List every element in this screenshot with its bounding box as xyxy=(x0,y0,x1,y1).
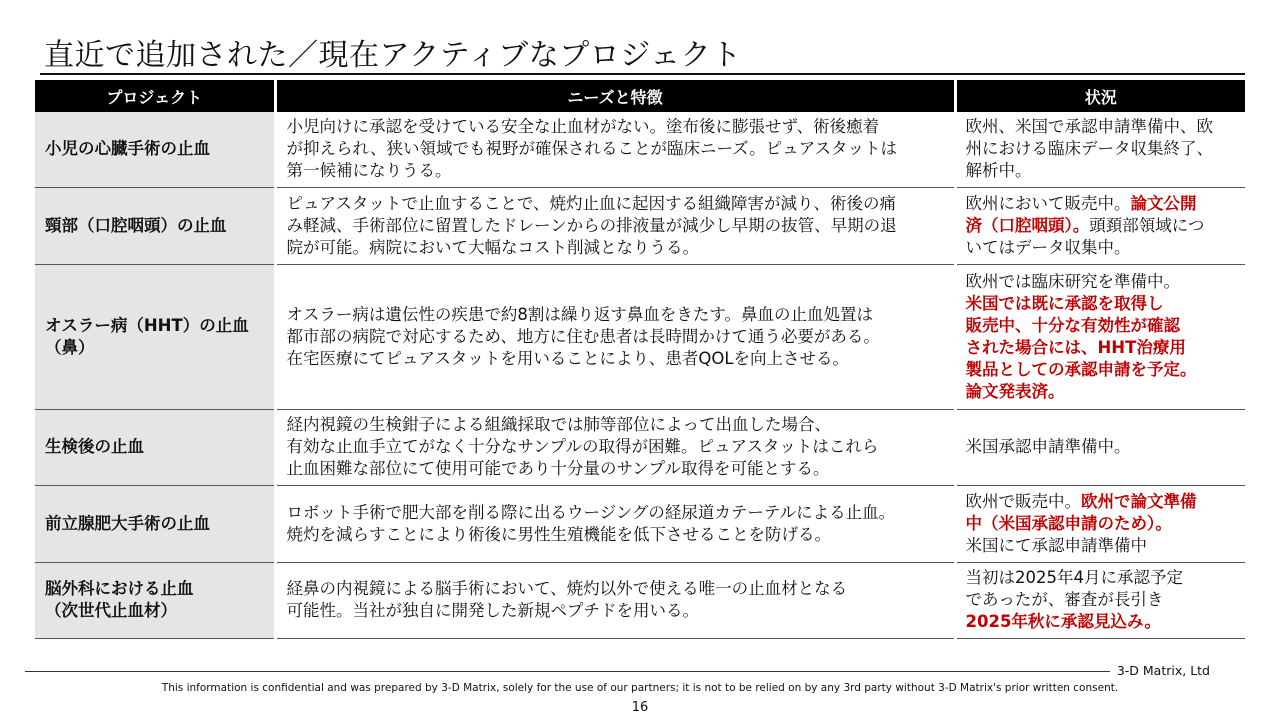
status-cell xyxy=(955,187,1245,264)
project-name-line: オスラー病（HHT）の止血 xyxy=(45,315,249,335)
status-line xyxy=(966,315,1238,337)
status-line xyxy=(966,193,1238,215)
table-row xyxy=(35,264,1245,409)
status-line xyxy=(966,160,1238,182)
table-row xyxy=(35,485,1245,562)
needs-line: 院が可能。病院において大幅なコスト削減となりうる。 xyxy=(286,237,699,257)
status-line xyxy=(966,271,1238,293)
page-number: 16 xyxy=(631,700,649,715)
title-underline xyxy=(40,73,1245,75)
status-line xyxy=(966,535,1238,557)
needs-line: 焼灼を減らすことにより術後に男性生殖機能を低下させることを防げる。 xyxy=(286,524,831,544)
status-highlight-text: 販売中、十分な有効性が確認 xyxy=(965,315,1180,335)
project-name-cell xyxy=(35,112,275,187)
table-row xyxy=(35,409,1245,485)
needs-cell xyxy=(275,264,955,409)
status-highlight-text: 2025年秋に承認見込み。 xyxy=(965,612,1161,631)
status-text: 頭頚部領域につ xyxy=(1089,215,1205,235)
project-name-cell xyxy=(35,409,275,485)
status-line xyxy=(966,381,1238,403)
status-text: 欧州において販売中。 xyxy=(965,193,1131,213)
needs-line: 在宅医療にてピュアスタットを用いることにより、患者QOLを向上させる。 xyxy=(286,348,850,368)
project-name-cell xyxy=(35,562,275,638)
status-highlight-text: 論文発表済。 xyxy=(965,381,1065,401)
needs-cell xyxy=(275,187,955,264)
footer-rule xyxy=(25,671,1110,672)
status-line xyxy=(966,138,1238,160)
status-cell xyxy=(955,562,1245,638)
project-name-cell xyxy=(35,264,275,409)
status-text: 州における臨床データ収集終了、 xyxy=(965,139,1213,159)
project-name-line: （次世代止血材） xyxy=(45,601,177,620)
status-text: 欧州で販売中。 xyxy=(965,491,1081,511)
status-highlight-text: 論文公開 xyxy=(1130,193,1197,213)
page-title: 直近で追加された／現在アクティブなプロジェクト xyxy=(44,38,742,73)
status-text: いてはデータ収集中。 xyxy=(965,237,1131,257)
project-name-line: 頸部（口腔咽頭）の止血 xyxy=(45,215,227,235)
project-name-cell xyxy=(35,187,275,264)
status-text: 解析中。 xyxy=(965,161,1032,181)
needs-line: 都市部の病院で対応するため、地方に住む患者は長時間かけて通う必要がある。 xyxy=(286,326,880,346)
status-line xyxy=(966,359,1238,381)
status-highlight-text: 製品としての承認申請を予定。 xyxy=(965,359,1197,379)
project-name-line: 生検後の止血 xyxy=(45,437,144,456)
needs-cell xyxy=(275,485,955,562)
needs-cell xyxy=(275,409,955,485)
status-text: であったが、審査が長引き xyxy=(965,590,1164,609)
status-line xyxy=(966,611,1238,633)
status-highlight-text: された場合には、HHT治療用 xyxy=(965,337,1186,357)
needs-cell xyxy=(275,562,955,638)
status-line xyxy=(966,337,1238,359)
header-project: プロジェクト xyxy=(35,80,275,112)
project-name-cell xyxy=(35,485,275,562)
table-header-row xyxy=(35,80,1245,112)
status-cell xyxy=(955,112,1245,187)
needs-line: 経鼻の内視鏡による脳手術において、焼灼以外で使える唯一の止血材となる xyxy=(286,579,848,598)
project-name-line: （鼻） xyxy=(45,337,95,357)
status-line xyxy=(966,215,1238,237)
company-name: 3-D Matrix, Ltd xyxy=(1116,663,1210,678)
projects-table xyxy=(35,80,1245,639)
table-row xyxy=(35,112,1245,187)
needs-line: ピュアスタットで止血することで、焼灼止血に起因する組織障害が減り、術後の痛 xyxy=(286,193,897,213)
needs-line: 有効な止血手立てがなく十分なサンプルの取得が困難。ピュアスタットはこれら xyxy=(286,437,879,456)
status-cell xyxy=(955,264,1245,409)
status-line xyxy=(966,293,1238,315)
status-text: 欧州では臨床研究を準備中。 xyxy=(965,271,1180,291)
status-line xyxy=(966,589,1238,611)
needs-line: が抑えられ、狭い領域でも視野が確保されることが臨床ニーズ。ピュアスタットは xyxy=(286,139,897,159)
disclaimer-text: This information is confidential and was prepared by 3-D Matrix, solely for the use of our partners; it is not to be relied on by any 3rd party without 3-D Matrix's prior written consent. xyxy=(161,682,1119,694)
status-line xyxy=(966,491,1238,513)
status-line xyxy=(966,116,1238,138)
status-line xyxy=(966,513,1238,535)
needs-line: オスラー病は遺伝性の疾患で約8割は繰り返す鼻血をきたす。鼻血の止血処置は xyxy=(286,304,874,324)
status-highlight-text: 米国では既に承認を取得し xyxy=(965,293,1164,313)
table-row xyxy=(35,562,1245,638)
status-text: 欧州、米国で承認申請準備中、欧 xyxy=(965,117,1213,137)
status-cell xyxy=(955,409,1245,485)
status-highlight-text: 中（米国承認申請のため）。 xyxy=(965,513,1172,533)
status-highlight-text: 欧州で論文準備 xyxy=(1081,491,1197,511)
status-line xyxy=(966,436,1238,458)
needs-line: 経内視鏡の生検鉗子による組織採取では肺等部位によって出血した場合、 xyxy=(286,415,831,434)
needs-line: 止血困難な部位にて使用可能であり十分量のサンプル取得を可能とする。 xyxy=(286,459,830,478)
table-row xyxy=(35,187,1245,264)
header-needs: ニーズと特徴 xyxy=(275,80,955,112)
status-line xyxy=(966,237,1238,259)
header-status: 状況 xyxy=(955,80,1245,112)
needs-line: 小児向けに承認を受けている安全な止血材がない。塗布後に膨張せず、術後癒着 xyxy=(286,117,880,137)
needs-cell xyxy=(275,112,955,187)
project-name-line: 脳外科における止血 xyxy=(45,579,194,598)
status-text: 米国にて承認申請準備中 xyxy=(965,535,1147,555)
project-name-line: 小児の心臓手術の止血 xyxy=(45,139,210,159)
status-text: 当初は2025年4月に承認予定 xyxy=(965,568,1183,587)
status-highlight-text: 済（口腔咽頭）。 xyxy=(965,215,1090,235)
needs-line: 第一候補になりうる。 xyxy=(286,161,452,181)
status-line xyxy=(966,567,1238,589)
project-name-line: 前立腺肥大手術の止血 xyxy=(45,513,210,533)
status-text: 米国承認申請準備中。 xyxy=(965,437,1131,456)
needs-line: み軽減、手術部位に留置したドレーンからの排液量が減少し早期の抜管、早期の退 xyxy=(286,215,897,235)
needs-line: 可能性。当社が独自に開発した新規ペプチドを用いる。 xyxy=(286,601,699,620)
needs-line: ロボット手術で肥大部を削る際に出るウージングの経尿道カテーテルによる止血。 xyxy=(286,502,896,522)
status-cell xyxy=(955,485,1245,562)
